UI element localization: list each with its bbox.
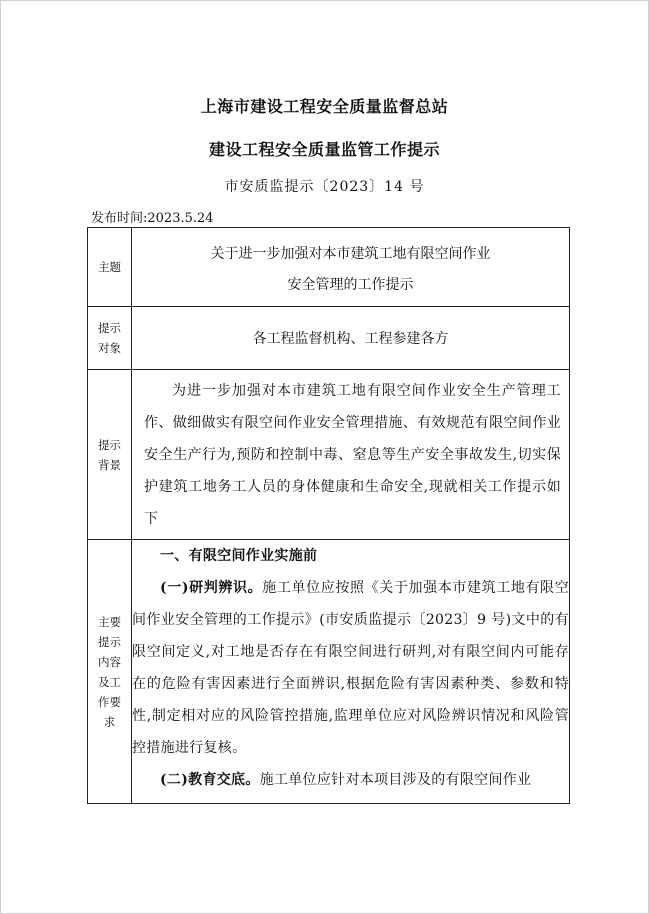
background-row (88, 370, 570, 540)
background-text: 为进一步加强对本市建筑工地有限空间作业安全生产管理工作、做细做实有限空间作业安全管理措施、有效规范有限空间作业安全生产行为,预防和控制中毒、窒息等生产安全事故发生,切实保护建筑工地务工人员的身体健康和生命安全,现就相关工作提示如下 (144, 382, 561, 527)
org-title: 上海市建设工程安全质量监督总站 (200, 97, 449, 116)
notice-table (87, 227, 570, 804)
subject-line-1: 关于进一步加强对本市建筑工地有限空间作业 (210, 246, 491, 262)
target-text: 各工程监督机构、工程参建各方 (252, 331, 449, 347)
subject-cell (132, 228, 570, 307)
target-label-cell (88, 307, 132, 370)
target-label: 提示对象 (98, 321, 121, 355)
requirements-label-cell (88, 540, 132, 804)
doc-number: 市安质监提示〔2023〕14 号 (224, 179, 425, 195)
target-row (88, 307, 570, 370)
item-2-text: 施工单位应针对本项目涉及的有限空间作业 (259, 772, 532, 788)
requirements-cell (132, 540, 570, 804)
subject-label: 主题 (98, 260, 121, 274)
requirements-label: 主要提示内容及工作要求 (98, 614, 121, 729)
subject-line-2: 安全管理的工作提示 (287, 277, 414, 293)
background-label: 提示背景 (98, 437, 121, 472)
item-1-text: 施工单位应按照《关于加强本市建筑工地有限空间作业安全管理的工作提示》(市安质监提示〔2023〕9 号)文中的有限空间定义,对工地是否存在有限空间进行研判,对有限空间内可能存在的危险有害因素进行全面辨识,根据危险有害因素种类、参数和特性,制定相对应的风险管控措施,监理单位应对风险辨识情况和风险管控措施进行复核。 (132, 580, 569, 756)
publish-date: 发布时间:2023.5.24 (91, 211, 214, 226)
item-2 (132, 764, 569, 796)
subject-row (88, 228, 570, 307)
item-1 (132, 572, 569, 764)
item-2-heading: (二)教育交底。 (160, 772, 260, 788)
requirements-row (88, 540, 570, 804)
target-cell (132, 307, 570, 370)
section-heading-1: 一、有限空间作业实施前 (160, 548, 318, 564)
item-1-heading: (一)研判辨识。 (160, 580, 263, 596)
doc-title: 建设工程安全质量监管工作提示 (208, 140, 440, 159)
background-cell (132, 370, 570, 540)
subject-label-cell (88, 228, 132, 307)
background-label-cell (88, 370, 132, 540)
